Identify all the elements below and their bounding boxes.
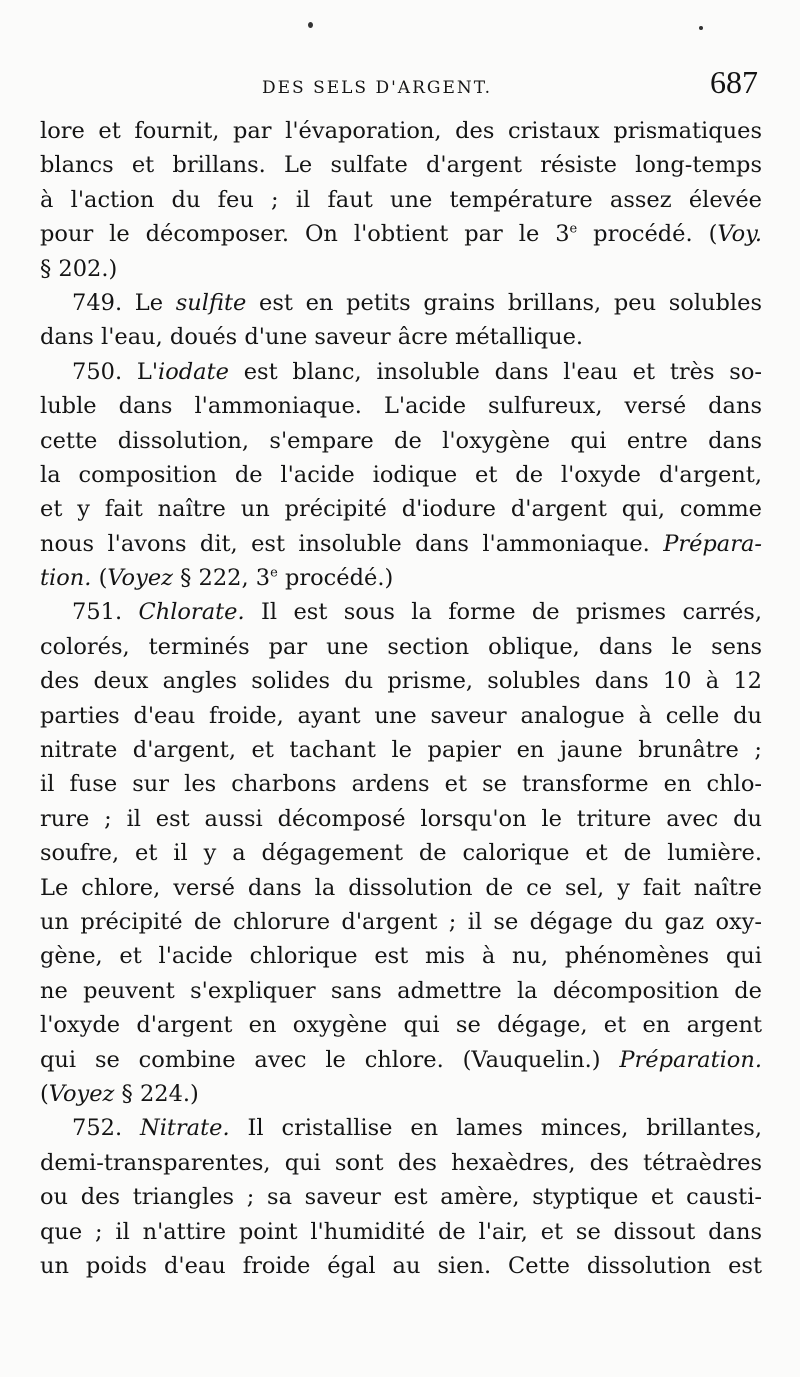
text-segment: procédé. ( <box>577 221 718 248</box>
text-line <box>40 767 762 801</box>
text-segment: la composition de l'acide iodique et de l'oxyde d'argent, <box>40 461 762 488</box>
text-segment: 750. L' <box>72 358 159 385</box>
text-segment: soufre, et il y a dégagement de calorique et de lumière. <box>40 840 762 867</box>
running-title: DES SELS D'ARGENT. <box>262 78 492 98</box>
italic-text: Chlorate. <box>138 599 245 626</box>
text-segment: demi-transparentes, qui sont des hexaèdres, des tétraèdres <box>40 1149 762 1176</box>
text-segment: l'oxyde d'argent en oxygène qui se dégage, et en argent <box>40 1012 762 1039</box>
text-line <box>40 664 762 698</box>
text-line <box>40 1077 762 1111</box>
text-line <box>40 424 762 458</box>
body-text <box>40 114 762 1283</box>
text-segment: un précipité de chlorure d'argent ; il se dégage du gaz oxy- <box>40 908 762 935</box>
text-segment: cette dissolution, s'empare de l'oxygène qui entre dans <box>40 427 762 454</box>
text-segment: 751. <box>72 599 139 626</box>
text-line <box>40 1043 762 1077</box>
text-line <box>40 320 762 354</box>
text-line <box>40 939 762 973</box>
text-line <box>40 561 762 595</box>
text-line <box>40 217 762 251</box>
italic-text: Prépara- <box>663 530 762 557</box>
text-line <box>40 1215 762 1249</box>
text-line <box>40 252 762 286</box>
text-line <box>40 355 762 389</box>
ink-speck <box>308 22 313 28</box>
text-segment: dans l'eau, doués d'une saveur âcre métallique. <box>40 324 584 351</box>
text-segment: § 224.) <box>114 1080 199 1107</box>
text-segment: et y fait naître un précipité d'iodure d'argent qui, comme <box>40 496 762 523</box>
text-line <box>40 1008 762 1042</box>
text-segment: un poids d'eau froide égal au sien. Cette dissolution est <box>40 1252 762 1279</box>
text-segment: § 222, 3 <box>173 565 271 592</box>
text-segment: il fuse sur les charbons ardens et se transforme en chlo- <box>40 771 762 798</box>
italic-text: Voyez <box>107 565 173 592</box>
text-segment: ( <box>91 565 108 592</box>
text-line <box>40 871 762 905</box>
text-segment: Il est sous la forme de prismes carrés, <box>244 599 762 626</box>
text-line <box>40 1249 762 1283</box>
text-segment: nitrate d'argent, et tachant le papier en jaune brunâtre ; <box>40 737 762 764</box>
text-segment: lore et fournit, par l'évaporation, des cristaux prismatiques <box>40 118 762 144</box>
text-segment: colorés, terminés par une section oblique, dans le sens <box>40 633 762 660</box>
text-segment: ( <box>40 1080 49 1107</box>
text-line <box>40 286 762 320</box>
text-segment: pour le décomposer. On l'obtient par le 3 <box>40 221 570 248</box>
text-line <box>40 974 762 1008</box>
text-line <box>40 1180 762 1214</box>
text-segment: gène, et l'acide chlorique est mis à nu, phénomènes qui <box>40 943 762 970</box>
text-line <box>40 148 762 182</box>
text-segment: ne peuvent s'expliquer sans admettre la décomposition de <box>40 977 762 1004</box>
text-line <box>40 699 762 733</box>
text-line <box>40 492 762 526</box>
text-segment: procédé.) <box>277 565 394 592</box>
text-segment: luble dans l'ammoniaque. L'acide sulfureux, versé dans <box>40 393 762 420</box>
text-segment: parties d'eau froide, ayant une saveur analogue à celle du <box>40 702 762 729</box>
italic-text: tion. <box>40 565 92 592</box>
italic-text: iodate <box>158 358 229 385</box>
text-line <box>40 905 762 939</box>
italic-text: Voyez <box>48 1080 115 1107</box>
text-segment: 749. Le <box>72 289 176 316</box>
text-line <box>40 389 762 423</box>
text-segment: 752. <box>72 1115 140 1142</box>
text-segment: blancs et brillans. Le sulfate d'argent résiste long-temps <box>40 152 762 179</box>
text-segment: Il cristallise en lames minces, brillantes, <box>229 1115 762 1142</box>
text-segment: § 202.) <box>40 255 118 282</box>
text-segment: que ; il n'attire point l'humidité de l'air, et se dissout dans <box>40 1218 762 1245</box>
text-segment: ou des triangles ; sa saveur est amère, styptique et causti- <box>40 1184 762 1211</box>
text-line <box>40 630 762 664</box>
text-segment: à l'action du feu ; il faut une température assez élevée <box>40 186 762 213</box>
running-head <box>40 64 760 106</box>
text-segment: des deux angles solides du prisme, solubles dans 10 à 12 <box>40 668 762 695</box>
ink-speck <box>699 26 703 30</box>
text-line <box>40 836 762 870</box>
italic-text: Nitrate. <box>140 1115 230 1142</box>
text-line <box>40 183 762 217</box>
text-line <box>40 114 762 148</box>
text-line <box>40 1146 762 1180</box>
text-segment: est blanc, insoluble dans l'eau et très so- <box>228 358 762 385</box>
text-line <box>40 458 762 492</box>
text-segment: qui se combine avec le chlore. (Vauquelin.) <box>40 1046 620 1073</box>
text-segment: nous l'avons dit, est insoluble dans l'ammoniaque. <box>40 530 664 557</box>
text-line <box>40 527 762 561</box>
text-line <box>40 802 762 836</box>
italic-text: sulfite <box>175 289 247 316</box>
superscript-text: e <box>569 221 578 237</box>
text-line <box>40 1111 762 1145</box>
italic-text: Préparation. <box>619 1046 762 1073</box>
text-line <box>40 595 762 629</box>
text-segment: Le chlore, versé dans la dissolution de ce sel, y fait naître <box>40 874 762 901</box>
text-segment: est en petits grains brillans, peu solubles <box>246 289 762 316</box>
text-segment: rure ; il est aussi décomposé lorsqu'on le triture avec du <box>40 805 762 832</box>
text-line <box>40 733 762 767</box>
page-number: 687 <box>710 64 758 100</box>
italic-text: Voy. <box>717 221 762 248</box>
superscript-text: e <box>270 565 278 581</box>
